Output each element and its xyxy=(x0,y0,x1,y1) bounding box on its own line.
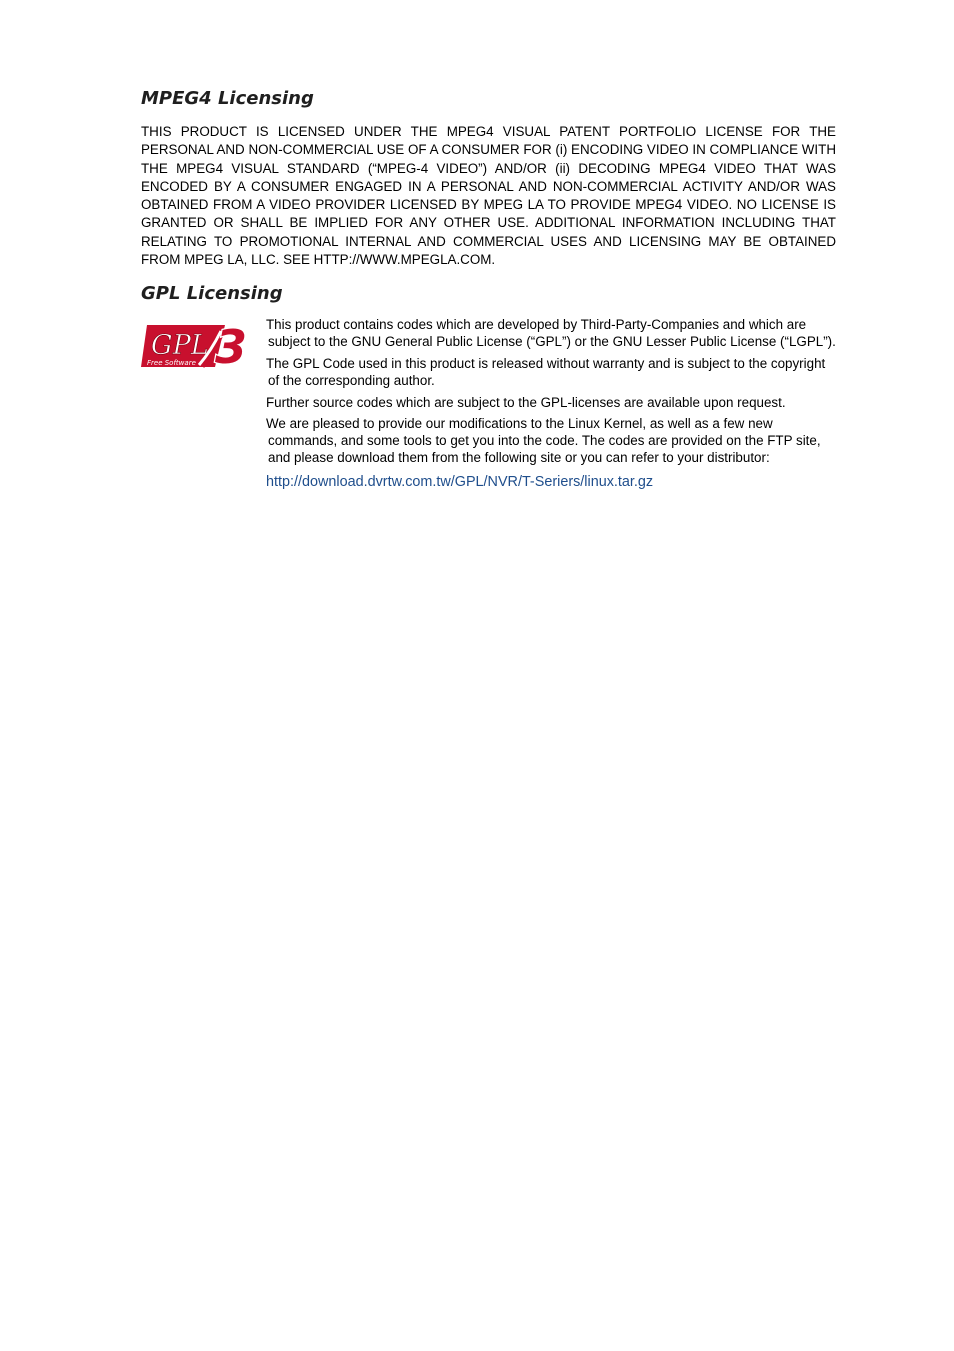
gpl-v3-logo-icon xyxy=(141,321,259,371)
gpl-download-link[interactable]: http://download.dvrtw.com.tw/GPL/NVR/T-Seriers/linux.tar.gz xyxy=(266,473,654,490)
gpl-paragraph-source-request: Further source codes which are subject to the GPL-licenses are available upon request. xyxy=(266,394,786,410)
gpl-paragraph-warranty: The GPL Code used in this product is released without warranty and is subject to the copyright of the corresponding author. xyxy=(266,355,826,388)
gpl-paragraph-third-party: This product contains codes which are developed by Third-Party-Companies and which are subject to the GNU General Public License (“GPL”) or the GNU Lesser Public License (“LGPL”). xyxy=(266,317,836,350)
svg-text:GPL: GPL xyxy=(151,330,209,362)
gpl-section xyxy=(141,317,836,507)
gpl-licensing-heading: GPL Licensing xyxy=(141,283,283,305)
mpeg4-licensing-heading: MPEG4 Licensing xyxy=(141,88,314,109)
svg-text:3: 3 xyxy=(215,321,248,372)
svg-text:Free Software: Free Software xyxy=(147,359,196,368)
gpl-body xyxy=(266,317,836,491)
gpl-paragraph-modifications: We are pleased to provide our modifications to the Linux Kernel, as well as a few new commands, and some tools to get you into the code. The codes are provided on the FTP site, and please download them from the following site or you can refer to your distributor: xyxy=(266,416,821,465)
mpeg4-license-text: THIS PRODUCT IS LICENSED UNDER THE MPEG4 VISUAL PATENT PORTFOLIO LICENSE FOR THE PERSONAL AND NON-COMMERCIAL USE OF A CONSUMER FOR (i) ENCODING VIDEO IN COMPLIANCE WITH THE MPEG4 VISUAL STANDARD (“MPEG-4 VIDEO”) AND/OR (ii) DECODING MPEG4 VIDEO THAT WAS ENCODED BY A CONSUMER ENGAGED IN A PERSONAL AND NON-COMMERCIAL ACTIVITY AND/OR WAS OBTAINED FROM A VIDEO PROVIDER LICENSED BY MPEG LA TO PROVIDE MPEG4 VIDEO. NO LICENSE IS GRANTED OR SHALL BE IMPLIED FOR ANY OTHER USE. ADDITIONAL INFORMATION INCLUDING THAT RELATING TO PROMOTIONAL INTERNAL AND COMMERCIAL USES AND LICENSING MAY BE OBTAINED FROM MPEG LA, LLC. SEE HTTP://WWW.MPEGLA.COM. xyxy=(141,124,836,268)
document-page xyxy=(141,86,836,507)
